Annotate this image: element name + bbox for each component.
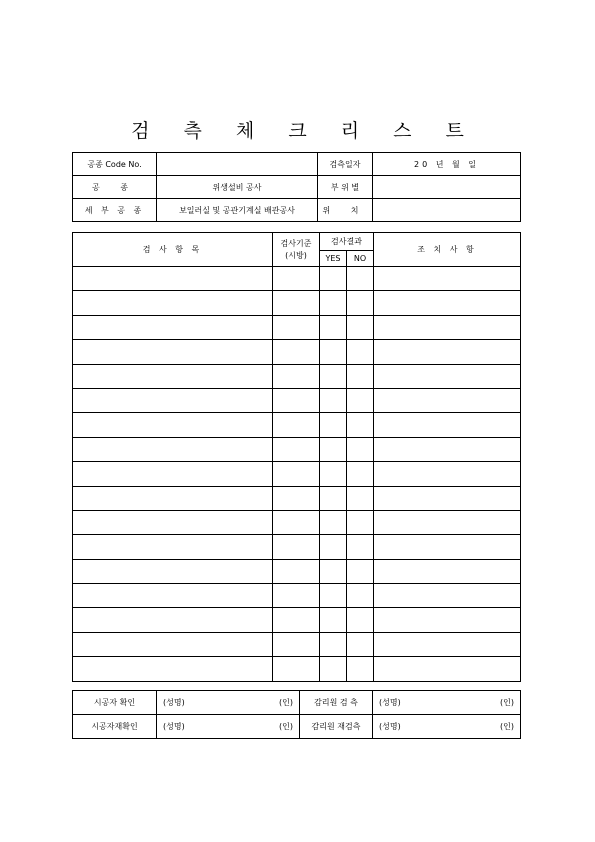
yes-cell[interactable] [320,584,347,608]
contractor-seal: (인) [279,698,293,707]
action-cell[interactable] [374,657,521,681]
yes-cell[interactable] [320,608,347,632]
supervisor-re-sign-field[interactable] [373,715,521,739]
action-cell[interactable] [374,584,521,608]
yes-cell[interactable] [320,657,347,681]
criteria-cell[interactable] [273,657,320,681]
table-row [73,291,521,315]
detail-label: 세 부 공 종 [73,199,157,222]
no-cell[interactable] [347,510,374,534]
criteria-cell[interactable] [273,413,320,437]
no-cell[interactable] [347,388,374,412]
no-cell[interactable] [347,657,374,681]
item-cell[interactable] [73,388,273,412]
criteria-cell[interactable] [273,486,320,510]
action-header: 조 치 사 항 [374,233,521,267]
no-cell[interactable] [347,340,374,364]
table-row [73,486,521,510]
table-row [73,510,521,534]
action-cell[interactable] [374,486,521,510]
criteria-cell[interactable] [273,388,320,412]
criteria-cell[interactable] [273,340,320,364]
no-cell[interactable] [347,291,374,315]
table-row [73,657,521,681]
table-row [73,267,521,291]
yes-cell[interactable] [320,364,347,388]
item-cell[interactable] [73,632,273,656]
criteria-cell[interactable] [273,632,320,656]
supervisor-re-sign: (성명) [379,722,401,731]
code-field[interactable] [157,153,318,176]
table-row [73,388,521,412]
info-table [72,152,521,222]
action-cell[interactable] [374,364,521,388]
action-cell[interactable] [374,559,521,583]
criteria-cell[interactable] [273,584,320,608]
action-cell[interactable] [374,291,521,315]
no-cell[interactable] [347,413,374,437]
contractor-sign-field[interactable] [157,691,300,715]
detail-field[interactable]: 보일러실 및 공관기계실 배관공사 [157,199,318,222]
item-cell[interactable] [73,510,273,534]
action-cell[interactable] [374,462,521,486]
criteria-header: 검사기준 (시방) [273,233,320,267]
item-cell[interactable] [73,291,273,315]
yes-cell[interactable] [320,437,347,461]
no-cell[interactable] [347,584,374,608]
yes-cell[interactable] [320,559,347,583]
yes-cell[interactable] [320,486,347,510]
action-cell[interactable] [374,340,521,364]
table-row [73,340,521,364]
criteria-cell[interactable] [273,535,320,559]
contractor-re-label: 시공자재확인 [73,715,157,739]
yes-cell[interactable] [320,291,347,315]
action-cell[interactable] [374,437,521,461]
location-field[interactable] [373,199,521,222]
table-row [73,364,521,388]
contractor-re-seal: (인) [279,722,293,731]
no-cell[interactable] [347,437,374,461]
yes-cell[interactable] [320,462,347,486]
items-header: 검 사 항 목 [73,233,273,267]
date-field[interactable]: 20 년 월 일 [373,153,521,176]
no-cell[interactable] [347,267,374,291]
no-cell[interactable] [347,608,374,632]
work-field[interactable]: 위생설비 공사 [157,176,318,199]
contractor-label: 시공자 확인 [73,691,157,715]
sign-table [72,690,521,739]
criteria-cell[interactable] [273,364,320,388]
no-header: NO [347,251,374,267]
result-header: 검사결과 [320,233,374,251]
item-cell[interactable] [73,340,273,364]
supervisor-sign-field[interactable] [373,691,521,715]
part-field[interactable] [373,176,521,199]
table-row [73,437,521,461]
contractor-sign: (성명) [163,698,185,707]
item-cell[interactable] [73,608,273,632]
table-row [73,559,521,583]
no-cell[interactable] [347,486,374,510]
item-cell[interactable] [73,559,273,583]
no-cell[interactable] [347,364,374,388]
no-cell[interactable] [347,315,374,339]
item-cell[interactable] [73,267,273,291]
item-cell[interactable] [73,584,273,608]
action-cell[interactable] [374,413,521,437]
table-row [73,535,521,559]
item-cell[interactable] [73,315,273,339]
item-cell[interactable] [73,364,273,388]
yes-cell[interactable] [320,340,347,364]
table-row [73,413,521,437]
table-row [73,315,521,339]
action-cell[interactable] [374,608,521,632]
supervisor-seal: (인) [500,698,514,707]
supervisor-sign: (성명) [379,698,401,707]
item-cell[interactable] [73,486,273,510]
item-cell[interactable] [73,657,273,681]
table-row [73,584,521,608]
criteria-cell[interactable] [273,559,320,583]
no-cell[interactable] [347,462,374,486]
criteria-cell[interactable] [273,267,320,291]
location-label: 위 치 [318,199,373,222]
yes-cell[interactable] [320,388,347,412]
yes-cell[interactable] [320,267,347,291]
criteria-cell[interactable] [273,437,320,461]
item-cell[interactable] [73,535,273,559]
part-label: 부 위 별 [318,176,373,199]
criteria-cell[interactable] [273,608,320,632]
work-label: 공 종 [73,176,157,199]
supervisor-label: 감리원 검 측 [300,691,373,715]
no-cell[interactable] [347,535,374,559]
no-cell[interactable] [347,559,374,583]
yes-cell[interactable] [320,632,347,656]
criteria-cell[interactable] [273,462,320,486]
yes-header: YES [320,251,347,267]
table-row [73,608,521,632]
action-cell[interactable] [374,315,521,339]
date-label: 검측일자 [318,153,373,176]
criteria-cell[interactable] [273,291,320,315]
action-cell[interactable] [374,510,521,534]
code-label: 공종 Code No. [73,153,157,176]
table-row [73,462,521,486]
yes-cell[interactable] [320,315,347,339]
check-table [72,232,521,682]
criteria-cell[interactable] [273,315,320,339]
no-cell[interactable] [347,632,374,656]
page-title: 검 측 체 크 리 스 트 [131,120,478,142]
supervisor-re-seal: (인) [500,722,514,731]
supervisor-re-label: 감리원 재검측 [300,715,373,739]
action-cell[interactable] [374,388,521,412]
item-cell[interactable] [73,413,273,437]
action-cell[interactable] [374,632,521,656]
item-cell[interactable] [73,462,273,486]
yes-cell[interactable] [320,535,347,559]
action-cell[interactable] [374,267,521,291]
yes-cell[interactable] [320,510,347,534]
contractor-re-sign-field[interactable] [157,715,300,739]
yes-cell[interactable] [320,413,347,437]
item-cell[interactable] [73,437,273,461]
table-row [73,632,521,656]
action-cell[interactable] [374,535,521,559]
criteria-cell[interactable] [273,510,320,534]
contractor-re-sign: (성명) [163,722,185,731]
